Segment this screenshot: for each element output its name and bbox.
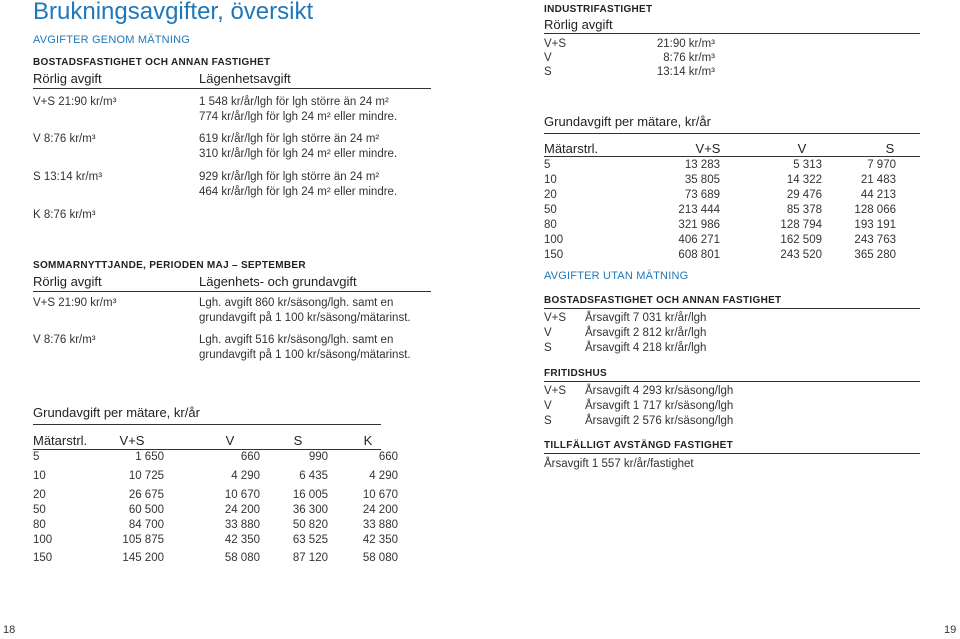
table-cell: 6 435 [299,470,328,482]
rate-v-desc-2: 310 kr/år/lgh för lgh 24 m² eller mindre. [199,148,398,160]
table-cell: 80 [33,519,46,531]
divider [544,33,920,34]
table-header-size: Mätarstrl. [33,433,88,448]
table-cell: 24 200 [362,504,398,516]
rate-v: V 8:76 kr/m³ [33,133,96,145]
table-cell: 608 801 [678,249,720,261]
table-cell: 990 [308,451,328,463]
rate-vs: V+S 21:90 kr/m³ [33,96,117,108]
industry-header-size: Mätarstrl. [544,141,599,156]
table-cell: 365 280 [854,249,896,261]
rate-s-desc-2: 464 kr/år/lgh för lgh 24 m² eller mindre. [199,186,398,198]
table-cell: 16 005 [292,489,328,501]
table-cell: 26 675 [128,489,164,501]
leisure-label-s: S [544,415,552,427]
table-cell: 29 476 [786,189,822,201]
summer-rate-vs-desc-1: Lgh. avgift 860 kr/säsong/lgh. samt en [199,297,394,309]
table-cell: 5 313 [793,159,822,171]
summer-apartment-fee-label: Lägenhets- och grundavgift [199,274,357,289]
rate-s-desc-1: 929 kr/år/lgh för lgh större än 24 m² [199,171,380,183]
summer-rate-vs: V+S 21:90 kr/m³ [33,297,117,309]
table-cell: 21 483 [860,174,896,186]
table-cell: 4 290 [369,470,398,482]
summer-section-heading: SOMMARNYTTJANDE, PERIODEN MAJ – SEPTEMBER [33,260,306,271]
industry-label-s: S [544,66,552,78]
unmetered-fees-heading: AVGIFTER UTAN MÄTNING [544,270,689,282]
table-cell: 44 213 [860,189,896,201]
table-cell: 35 805 [684,174,720,186]
divider [544,156,920,157]
table-cell: 321 986 [678,219,720,231]
table-cell: 10 [544,174,557,186]
temporary-closed-fee: Årsavgift 1 557 kr/år/fastighet [544,458,694,470]
table-cell: 10 670 [362,489,398,501]
unmetered-housing-heading: BOSTADSFASTIGHET OCH ANNAN FASTIGHET [544,295,782,306]
table-cell: 33 880 [224,519,260,531]
summer-rate-v-desc-1: Lgh. avgift 516 kr/säsong/lgh. samt en [199,334,394,346]
leisure-value-s: Årsavgift 2 576 kr/säsong/lgh [585,415,734,427]
table-cell: 150 [544,249,564,261]
leisure-value-v: Årsavgift 1 717 kr/säsong/lgh [585,400,734,412]
table-cell: 58 080 [362,552,398,564]
table-cell: 150 [33,552,53,564]
summer-rate-v-desc-2: grundavgift på 1 100 kr/säsong/mätarinst. [199,349,411,361]
table-header-v: V [225,433,235,448]
table-cell: 58 080 [224,552,260,564]
industry-header-vs: V+S [695,141,721,156]
page-number-right: 19 [944,624,957,636]
table-cell: 50 [33,504,46,516]
housing-section-heading: BOSTADSFASTIGHET OCH ANNAN FASTIGHET [33,57,271,68]
table-cell: 63 525 [292,534,328,546]
housing-value-s: Årsavgift 4 218 kr/år/lgh [585,342,707,354]
industry-meter-table-title: Grundavgift per mätare, kr/år [544,114,711,129]
table-cell: 20 [544,189,557,201]
metered-fees-heading: AVGIFTER GENOM MÄTNING [33,34,190,46]
rate-vs-desc-2: 774 kr/år/lgh för lgh 24 m² eller mindre. [199,111,398,123]
table-cell: 50 820 [292,519,328,531]
leisure-heading: FRITIDSHUS [544,368,607,379]
rate-s: S 13:14 kr/m³ [33,171,103,183]
housing-value-v: Årsavgift 2 812 kr/år/lgh [585,327,707,339]
table-cell: 243 520 [780,249,822,261]
divider [544,133,920,134]
housing-value-vs: Årsavgift 7 031 kr/år/lgh [585,312,707,324]
table-cell: 73 689 [684,189,720,201]
table-cell: 7 970 [867,159,896,171]
table-cell: 145 200 [122,552,164,564]
table-cell: 162 509 [780,234,822,246]
divider [544,453,920,454]
table-cell: 5 [33,451,40,463]
housing-label-s: S [544,342,552,354]
industry-header-s: S [885,141,895,156]
industry-label-vs: V+S [544,38,567,50]
table-cell: 1 650 [135,451,164,463]
table-header-s: S [293,433,303,448]
leisure-label-vs: V+S [544,385,567,397]
table-cell: 50 [544,204,557,216]
table-cell: 80 [544,219,557,231]
table-cell: 85 378 [786,204,822,216]
summer-variable-fee-label: Rörlig avgift [33,274,102,289]
table-cell: 660 [240,451,260,463]
industry-value-s: 13:14 kr/m³ [656,66,715,78]
temporary-closed-heading: TILLFÄLLIGT AVSTÄNGD FASTIGHET [544,440,733,451]
table-cell: 5 [544,159,551,171]
industry-heading: INDUSTRIFASTIGHET [544,4,653,15]
table-cell: 13 283 [684,159,720,171]
summer-rate-v: V 8:76 kr/m³ [33,334,96,346]
page-number-left: 18 [3,624,16,636]
meter-fee-table-title: Grundavgift per mätare, kr/år [33,405,200,420]
industry-label-v: V [544,52,552,64]
table-cell: 193 191 [854,219,896,231]
table-cell: 243 763 [854,234,896,246]
table-cell: 10 [33,470,46,482]
table-cell: 105 875 [122,534,164,546]
divider [544,308,920,309]
table-cell: 33 880 [362,519,398,531]
table-cell: 406 271 [678,234,720,246]
table-cell: 87 120 [292,552,328,564]
industry-value-vs: 21:90 kr/m³ [656,38,715,50]
rate-v-desc-1: 619 kr/år/lgh för lgh större än 24 m² [199,133,380,145]
table-cell: 42 350 [224,534,260,546]
industry-value-v: 8:76 kr/m³ [663,52,715,64]
table-cell: 20 [33,489,46,501]
divider [544,381,920,382]
housing-label-v: V [544,327,552,339]
table-cell: 84 700 [128,519,164,531]
table-cell: 42 350 [362,534,398,546]
table-cell: 100 [544,234,564,246]
rate-k: K 8:76 kr/m³ [33,209,96,221]
housing-label-vs: V+S [544,312,567,324]
leisure-label-v: V [544,400,552,412]
industry-header-v: V [797,141,807,156]
divider [33,291,431,292]
table-cell: 128 794 [780,219,822,231]
page-title: Brukningsavgifter, översikt [33,0,314,25]
table-cell: 14 322 [786,174,822,186]
table-cell: 60 500 [128,504,164,516]
table-header-k: K [363,433,373,448]
table-cell: 4 290 [231,470,260,482]
table-cell: 660 [378,451,398,463]
table-cell: 128 066 [854,204,896,216]
summer-rate-vs-desc-2: grundavgift på 1 100 kr/säsong/mätarinst. [199,312,411,324]
table-cell: 10 670 [224,489,260,501]
table-cell: 24 200 [224,504,260,516]
table-cell: 36 300 [292,504,328,516]
table-cell: 213 444 [678,204,720,216]
table-header-vs: V+S [119,433,145,448]
divider [33,424,381,425]
apartment-fee-label: Lägenhetsavgift [199,71,291,86]
table-cell: 100 [33,534,53,546]
leisure-value-vs: Årsavgift 4 293 kr/säsong/lgh [585,385,734,397]
table-cell: 10 725 [128,470,164,482]
industry-variable-fee-label: Rörlig avgift [544,17,613,32]
variable-fee-label: Rörlig avgift [33,71,102,86]
divider [33,88,431,89]
rate-vs-desc-1: 1 548 kr/år/lgh för lgh större än 24 m² [199,96,389,108]
